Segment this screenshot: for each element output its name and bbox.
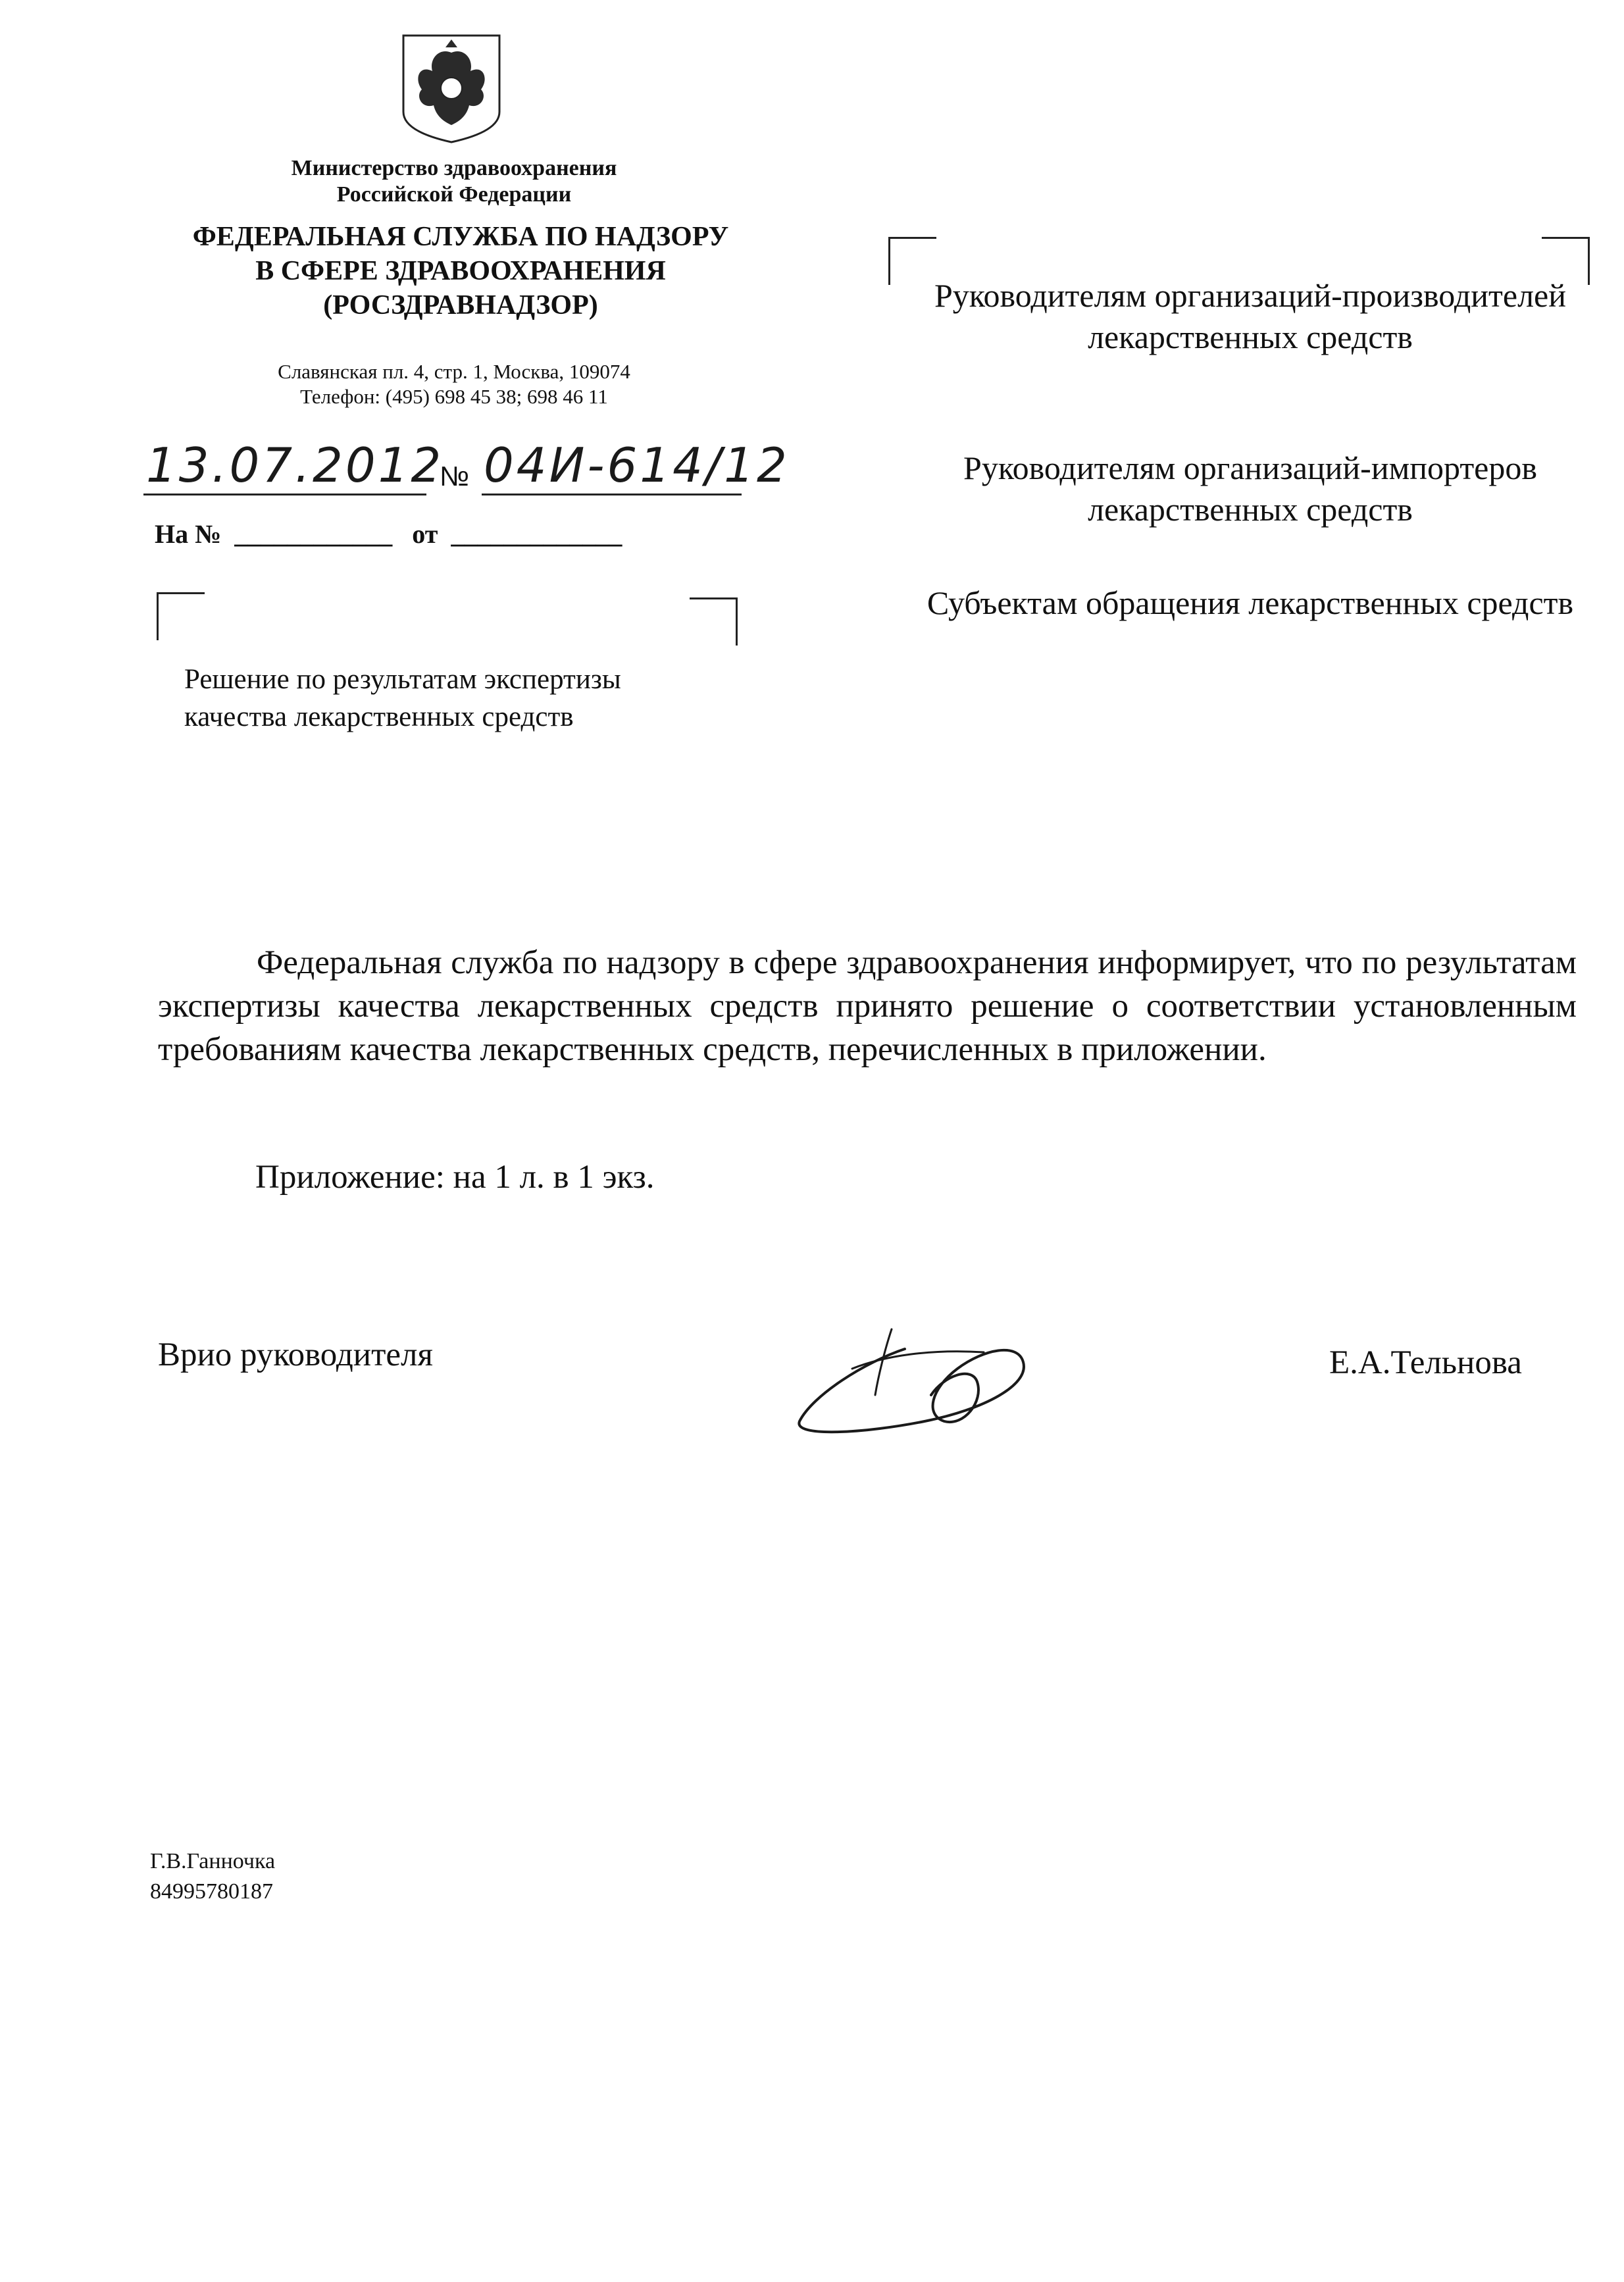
ministry-line-2: Российской Федерации [336, 182, 572, 207]
service-line-3: (РОСЗДРАВНАДЗОР) [323, 290, 598, 320]
addressee-importers: Руководителям организаций-импортеров лекарственных средств [963, 449, 1537, 528]
signer-name: Е.А.Тельнова [1329, 1344, 1522, 1381]
address: Славянская пл. 4, стр. 1, Москва, 109074 [278, 360, 630, 383]
service-name [132, 220, 790, 322]
document-number: 04И-614/12 [484, 438, 790, 493]
addressee-subjects: Субъектам обращения лекарственных средств [926, 584, 1574, 621]
number-underline [482, 494, 742, 495]
subject-bracket-right [690, 597, 738, 646]
executor-block [150, 1846, 275, 1907]
handwritten-signature [786, 1323, 1043, 1441]
addressee-manufacturers: Руководителям организаций-производителей лекарственных средств [934, 277, 1567, 355]
service-line-1: ФЕДЕРАЛЬНАЯ СЛУЖБА ПО НАДЗОРУ [192, 222, 729, 252]
body-text: Федеральная служба по надзору в сфере здравоохранения информирует, что по результатам экспертизы качества лекарственных средств принято решение о соответствии установленным требованиям качества лекарственных средств, перечисленных в приложении. [158, 944, 1577, 1068]
date-underline [143, 494, 426, 495]
coat-of-arms-icon [399, 33, 503, 145]
number-sign: № [440, 461, 470, 492]
service-line-2: В СФЕРЕ ЗДРАВООХРАНЕНИЯ [255, 256, 666, 286]
appendix-note: Приложение: на 1 л. в 1 экз. [255, 1159, 655, 1196]
executor-name: Г.В.Ганночка [150, 1849, 276, 1873]
ministry-name [191, 155, 717, 208]
ministry-line-1: Министерство здравоохранения [291, 156, 617, 180]
body-paragraph [158, 941, 1577, 1071]
subject-bracket-left [157, 592, 205, 640]
reference-line: На № ____________ от _____________ [155, 519, 622, 549]
executor-phone: 84995780187 [150, 1879, 273, 1904]
document-date: 13.07.2012 [146, 438, 444, 493]
signer-position: Врио руководителя [158, 1336, 433, 1373]
document-subject: Решение по результатам экспертизы качества лекарственных средств [184, 664, 621, 732]
address-block [158, 359, 750, 409]
phone: Телефон: (495) 698 45 38; 698 46 11 [300, 385, 608, 408]
